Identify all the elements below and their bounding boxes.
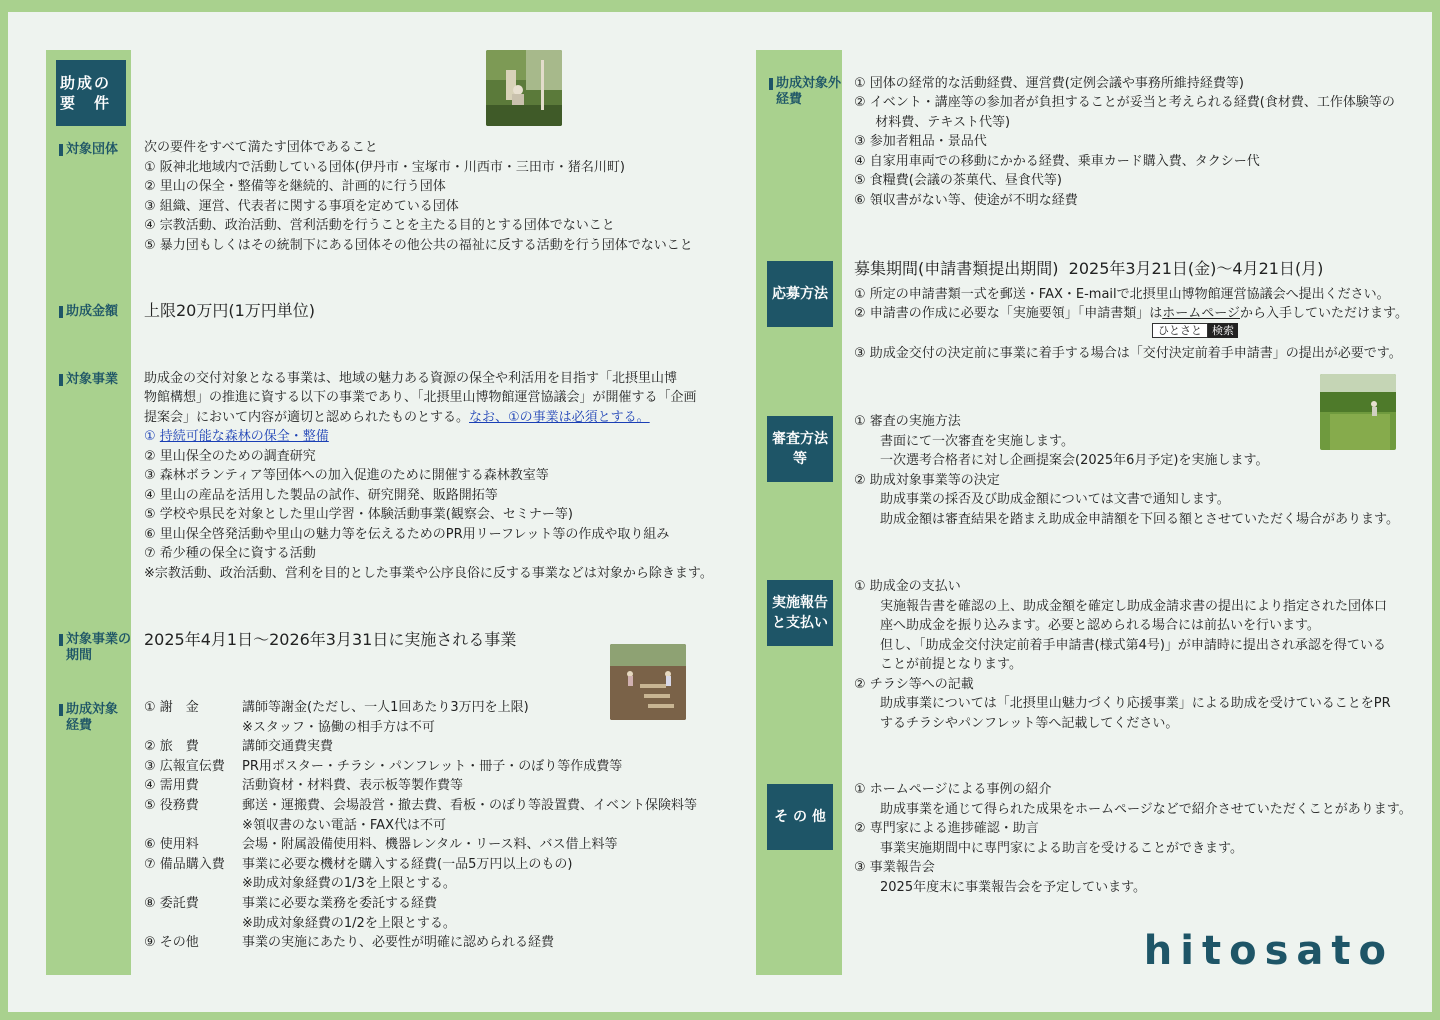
project-intro-line: 物館構想」の推進に資する以下の事業であり、「北摂里山博物館運営協議会」が開催する「企画 [144,390,697,405]
target-project-label: 対象事業 [66,372,119,387]
other-line: ② 専門家による進捗確認・助言 [854,821,1039,836]
expense-name: ⑥ 使用料 [144,837,199,853]
report-line: 実施報告書を確認の上、助成金額を確定し助成金請求書の提出により指定された団体口 [854,599,1388,614]
search-word: ひとさと [1152,323,1208,338]
excluded-line: ③ 参加者粗品・景品代 [854,134,987,149]
review-label: 審査方法 等 [767,416,833,482]
expense-desc: 事業に必要な業務を委託する経費 [242,896,438,911]
project-item: ⑦ 希少種の保全に資する活動 [144,546,316,561]
review-line: 一次選考合格者に対し企画提案会(2025年6月予定)を実施します。 [854,453,1269,468]
report-line: ことが前提となります。 [854,657,1022,672]
expense-desc: 郵送・運搬費、会場設営・撤去費、看板・のぼり等設置費、イベント保険料等 [242,798,698,813]
target-group-line: ⑤ 暴力団もしくはその統制下にある団体その他公共の福祉に反する活動を行う団体でないこと [144,238,693,253]
expense-desc: 活動資材・材料費、表示板等製作費等 [242,778,464,794]
target-group-line: ① 阪神北地域内で活動している団体(伊丹市・宝塚市・川西市・三田市・猪名川町) [144,160,625,175]
other-line: 助成事業を通じて得られた成果をホームページなどで紹介させていただくことがあります。 [854,802,1412,817]
review-line: 書面にて一次審査を実施します。 [854,434,1074,449]
review-line: ② 助成対象事業等の決定 [854,473,1000,488]
search-box[interactable] [1152,324,1238,338]
excluded-line: ⑤ 食糧費(会議の茶菓代、昼食代等) [854,173,1062,188]
other-line: 2025年度末に事業報告会を予定しています。 [854,880,1147,895]
expense-desc: ※スタッフ・協働の相手方は不可 [242,719,435,735]
excluded-line: ⑥ 領収書がない等、使途が不明な経費 [854,193,1078,208]
amount-label: 助成金額 [66,304,119,319]
review-line: ① 審査の実施方法 [854,414,961,429]
requirements-heading: 助成の 要 件 [56,60,126,126]
forest-conservation-link[interactable]: 持続可能な森林の保全・整備 [159,429,329,444]
excluded-label: 助成対象外 経費 [776,76,842,107]
expense-desc: PR用ポスター・チラシ・パンフレット・冊子・のぼり等作成費等 [242,758,623,774]
photo-forest-work [486,50,562,126]
report-line: 助成事業については「北摂里山魅力づくり応援事業」による助成を受けていることをPR [854,696,1391,711]
mandatory-note-link[interactable]: なお、①の事業は必須とする。 [469,410,650,425]
report-line: ① 助成金の支払い [854,579,961,594]
search-button[interactable]: 検索 [1208,323,1238,338]
expense-desc: ※領収書のない電話・FAX代は不可 [242,817,446,833]
photo-field-activity [610,644,686,720]
amount-value: 上限20万円(1万円単位) [144,301,316,320]
excluded-line: ② イベント・講座等の参加者が負担することが妥当と考えられる経費(食材費、工作体験等の [854,95,1395,110]
other-label: そ の 他 [767,784,833,850]
period-label: 対象事業の 期間 [66,632,132,663]
expense-name: ⑤ 役務費 [144,798,199,813]
project-item-1-prefix: ① [144,429,160,444]
apply-period: 募集期間(申請書類提出期間) 2025年3月21日(金)～4月21日(月) [854,259,1324,278]
expense-desc: 講師交通費実費 [242,739,334,755]
expense-desc: 事業の実施にあたり、必要性が明確に認められる経費 [242,935,555,951]
photo-grass-slope [1320,374,1396,450]
project-note: ※宗教活動、政治活動、営利を目的とした事業や公序良俗に反する事業などは対象から除きます。 [144,566,713,581]
report-label: 実施報告 と支払い [767,580,833,646]
target-group-line: ③ 組織、運営、代表者に関する事項を定めている団体 [144,199,459,214]
expense-name: ① 謝 金 [144,700,199,715]
expense-name: ③ 広報宣伝費 [144,758,225,774]
project-intro-text: 提案会」において内容が適切と認められたものとする。 [144,410,470,425]
other-line: ① ホームページによる事例の紹介 [854,782,1052,797]
expense-desc: ※助成対象経費の1/2を上限とする。 [242,915,456,931]
apply-line-1: ① 所定の申請書類一式を郵送・FAX・E-mailで北摂里山博物館運営協議会へ提出ください。 [854,287,1390,302]
pamphlet-page [8,12,1432,1012]
expense-desc: 講師等謝金(ただし、一人1回あたり3万円を上限) [242,700,529,715]
apply-label: 応募方法 [767,261,833,327]
excluded-line: ① 団体の経常的な活動経費、運営費(定例会議や事務所維持経費等) [854,76,1244,91]
report-line: 但し、「助成金交付決定前着手申請書(様式第4号)」が申請時に提出され承認を得ている [854,638,1386,653]
expense-name: ④ 需用費 [144,778,199,794]
target-group-label: 対象団体 [66,142,119,157]
period-value: 2025年4月1日～2026年3月31日に実施される事業 [144,630,517,649]
review-line: 助成事業の採否及び助成金額については文書で通知します。 [854,492,1230,507]
project-item-1 [144,427,329,447]
expense-name: ⑧ 委託費 [144,896,199,911]
report-line: ② チラシ等への記載 [854,677,974,692]
left-label-column [46,50,131,975]
review-line: 助成金額は審査結果を踏まえ助成金申請額を下回る額とさせていただく場合があります。 [854,512,1399,527]
excluded-line: ④ 自家用車両での移動にかかる経費、乗車カード購入費、タクシー代 [854,154,1260,169]
project-intro-line: 助成金の交付対象となる事業は、地域の魅力ある資源の保全や利活用を目指す「北摂里山博 [144,371,678,386]
expense-desc: 会場・附属設備使用料、機器レンタル・リース料、バス借上料等 [242,837,618,853]
target-group-line: 次の要件をすべて満たす団体であること [144,140,378,155]
project-item: ⑥ 里山保全啓発活動や里山の魅力等を伝えるためのPR用リーフレット等の作成や取り組み [144,527,670,542]
project-item: ③ 森林ボランティア等団体への加入促進のために開催する森林教室等 [144,468,549,483]
project-intro-line [144,408,650,428]
project-item: ② 里山保全のための調査研究 [144,449,316,464]
apply-line-2 [854,304,1408,324]
hitosato-logo: hitosato [1143,928,1394,974]
homepage-link[interactable]: ホームページ [1162,306,1241,321]
expense-desc: ※助成対象経費の1/3を上限とする。 [242,876,456,892]
expense-desc: 事業に必要な機材を購入する経費(一品5万円以上のもの) [242,856,573,872]
apply-line-2-pre: ② 申請書の作成に必要な「実施要領」「申請書類」は [854,306,1163,321]
apply-line-3: ③ 助成金交付の決定前に事業に着手する場合は「交付決定前着手申請書」の提出が必要です。 [854,346,1402,361]
target-group-line: ② 里山の保全・整備等を継続的、計画的に行う団体 [144,179,446,194]
project-item: ⑤ 学校や県民を対象とした里山学習・体験活動事業(観察会、セミナー等) [144,507,573,522]
expense-name: ② 旅 費 [144,739,199,755]
expenses-label: 助成対象 経費 [66,702,119,733]
project-item: ④ 里山の産品を活用した製品の試作、研究開発、販路開拓等 [144,488,498,503]
apply-line-2-post: から入手していただけます。 [1240,306,1409,321]
other-line: 事業実施期間中に専門家による助言を受けることができます。 [854,841,1243,856]
expense-name: ⑨ その他 [144,935,199,951]
other-line: ③ 事業報告会 [854,860,935,875]
target-group-line: ④ 宗教活動、政治活動、営利活動を行うことを主たる目的とする団体でないこと [144,218,615,233]
excluded-line: 材料費、テキスト代等) [854,115,1011,130]
report-line: するチラシやパンフレット等へ記載してください。 [854,716,1179,731]
expense-name: ⑦ 備品購入費 [144,856,225,872]
report-line: 座へ助成金を振り込みます。必要と認められる場合には前払いを行います。 [854,618,1320,633]
